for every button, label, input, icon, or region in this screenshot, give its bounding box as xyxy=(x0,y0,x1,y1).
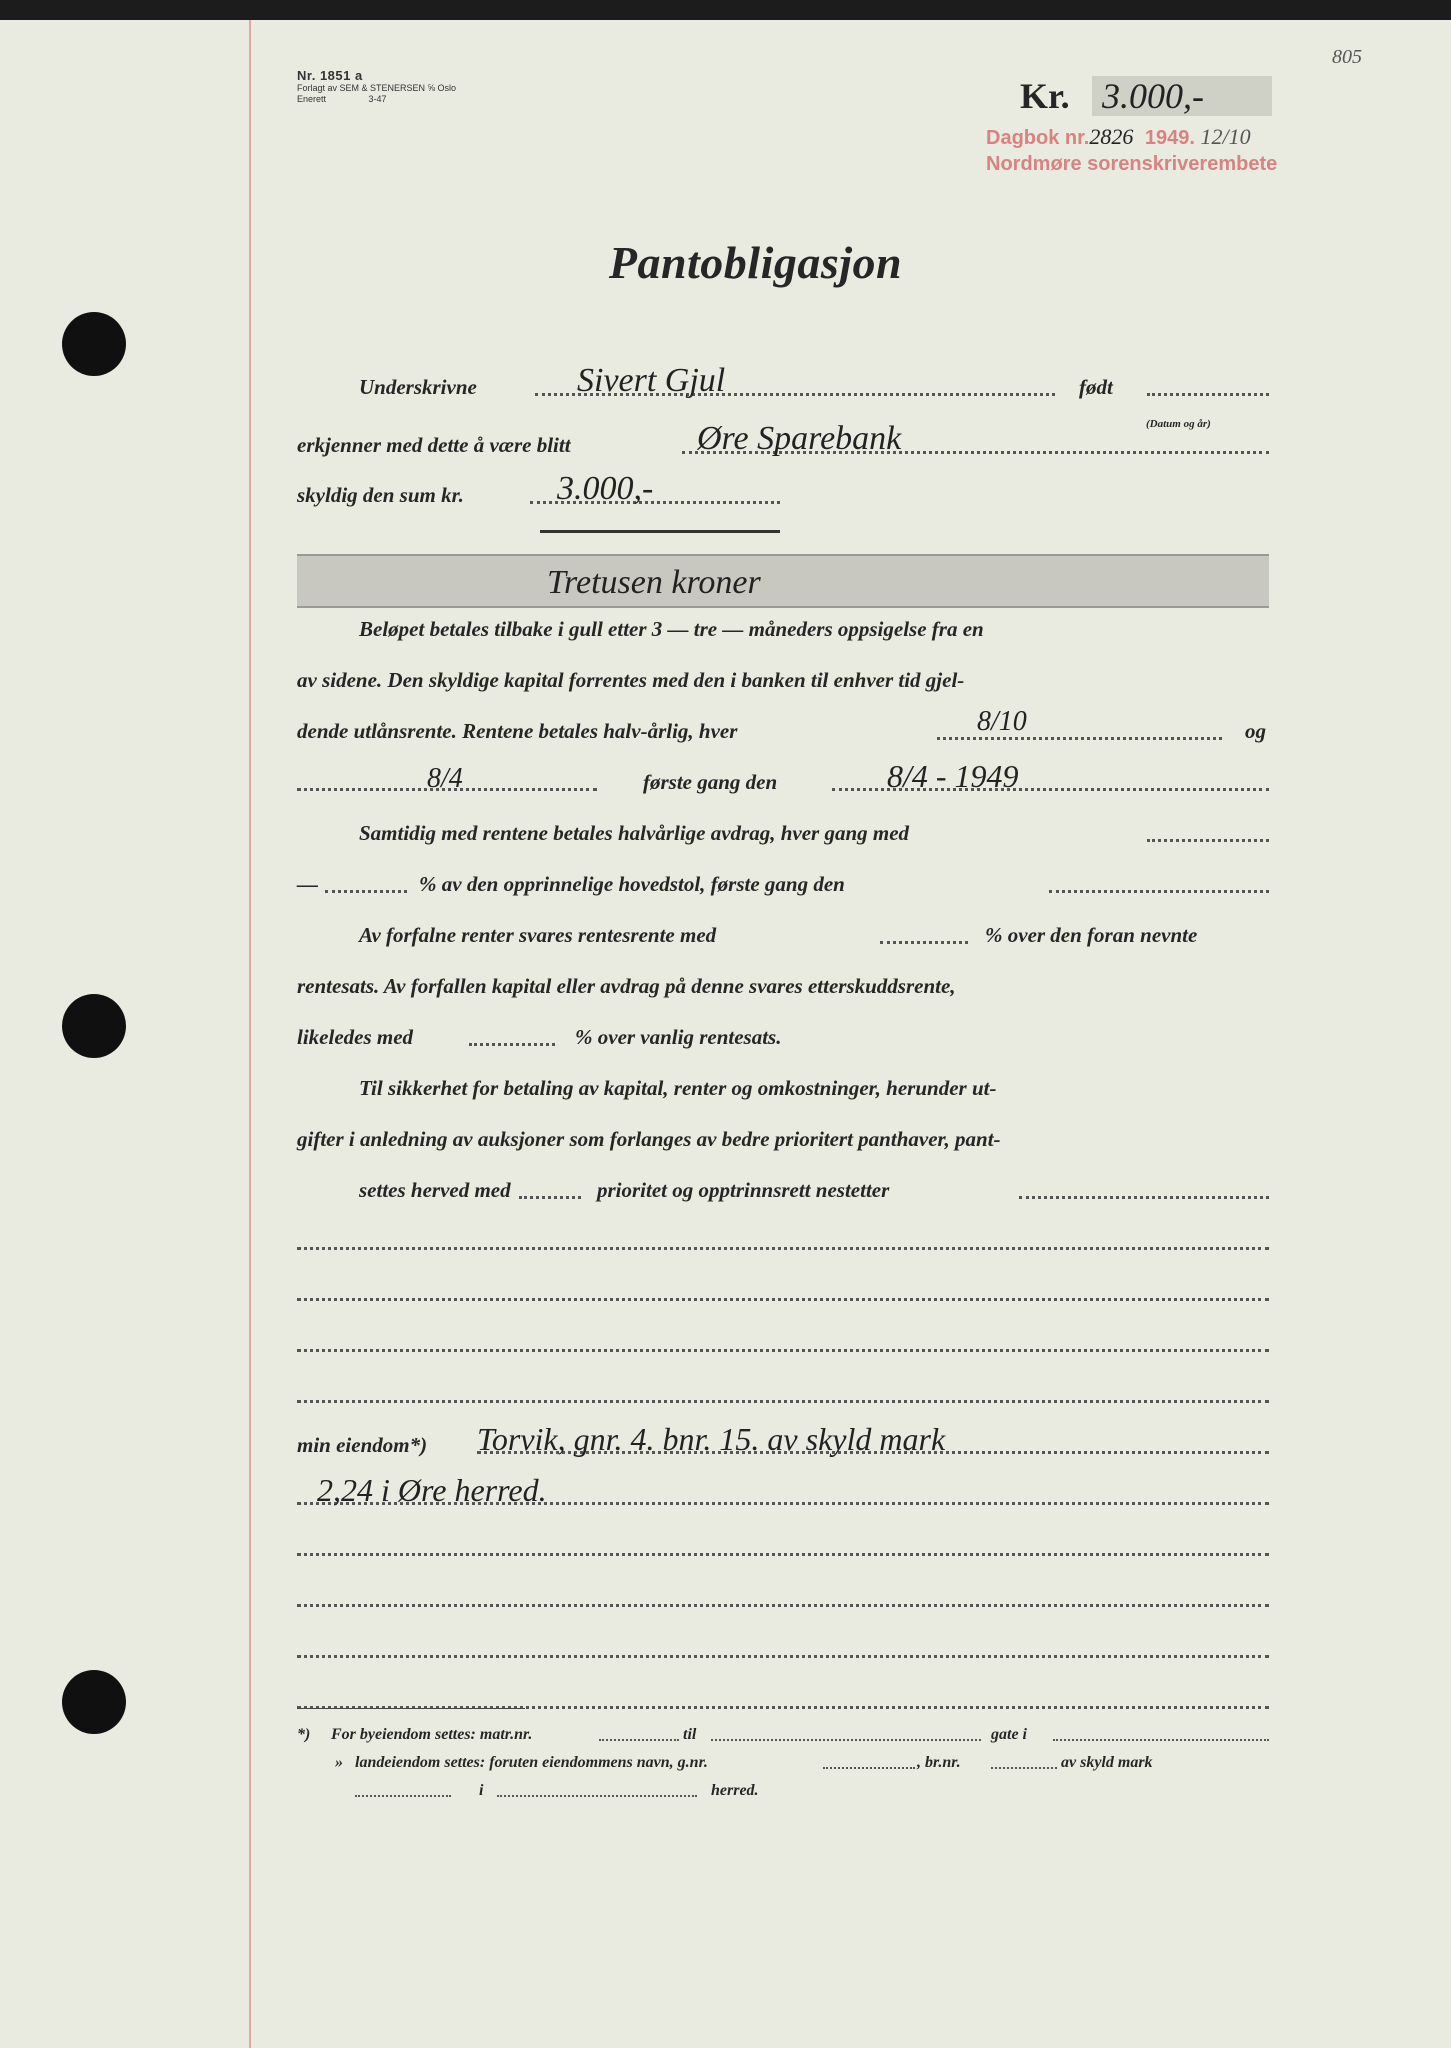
property-label: min eiendom*) xyxy=(297,1433,428,1457)
footnote-text: gate i xyxy=(991,1726,1027,1743)
terms-line-1 xyxy=(297,608,1269,648)
terms-text: og xyxy=(1245,719,1266,743)
fill-dots xyxy=(880,941,968,944)
property-value-line-2: 2,24 i Øre herred. xyxy=(317,1472,547,1508)
punch-hole xyxy=(62,1670,126,1734)
fill-dots xyxy=(297,1247,1269,1250)
publisher-line: Forlagt av SEM & STENERSEN ⅝ Oslo xyxy=(297,83,457,93)
terms-line-12 xyxy=(297,1169,1269,1209)
first-payment-date: 8/4 - 1949 xyxy=(887,758,1019,794)
terms-line-4 xyxy=(297,758,1269,801)
terms-text: Beløpet betales tilbake i gull etter 3 — tre — måneders oppsigelse fra en xyxy=(359,617,984,641)
terms-line-8 xyxy=(297,965,1269,1005)
fill-dots xyxy=(297,1298,1269,1301)
undersigned-label: Underskrivne xyxy=(359,375,477,399)
blank-line xyxy=(297,1220,1269,1260)
publisher-line-2 xyxy=(297,94,456,105)
terms-line-2 xyxy=(297,659,1269,699)
footnote-text: *) xyxy=(297,1726,311,1743)
property-row-2 xyxy=(297,1472,1269,1515)
blank-line xyxy=(297,1679,1269,1719)
born-label: født xyxy=(1079,375,1113,399)
fill-dots xyxy=(297,1400,1269,1403)
born-hint: (Datum og år) xyxy=(1146,418,1211,430)
acknowledge-label: erkjenner med dette å være blitt xyxy=(297,433,571,457)
footnote-text: av skyld mark xyxy=(1061,1754,1153,1771)
fill-dots xyxy=(1053,1739,1269,1741)
fill-dots xyxy=(297,1655,1269,1658)
footnote-line-1 xyxy=(297,1722,1269,1746)
terms-line-6 xyxy=(297,863,1269,903)
sum-underline xyxy=(540,530,780,533)
terms-text: første gang den xyxy=(643,770,778,794)
terms-text: % over den foran nevnte xyxy=(985,923,1198,947)
footnote-text: til xyxy=(683,1726,697,1743)
terms-text: % over vanlig rentesats. xyxy=(575,1025,782,1049)
fill-dots xyxy=(325,890,407,893)
terms-text: Av forfalne renter svares rentesrente med xyxy=(359,923,717,947)
punch-hole xyxy=(62,312,126,376)
terms-line-10 xyxy=(297,1067,1269,1107)
fill-dots xyxy=(823,1767,915,1769)
form-number: Nr. 1851 a xyxy=(297,68,363,83)
footnote-line-2 xyxy=(297,1750,1269,1774)
terms-text: likeledes med xyxy=(297,1025,414,1049)
blank-line xyxy=(297,1577,1269,1617)
fill-dots xyxy=(1147,839,1269,842)
punch-hole xyxy=(62,994,126,1058)
footnote-text: herred. xyxy=(711,1782,759,1799)
interest-date-1: 8/10 xyxy=(977,706,1027,737)
terms-line-5 xyxy=(297,812,1269,852)
creditor-value: Øre Sparebank xyxy=(697,420,902,457)
fill-dots xyxy=(497,1795,697,1797)
terms-text: Samtidig med rentene betales halvårlige avdrag, hver gang med xyxy=(359,821,910,845)
fill-dots xyxy=(711,1739,981,1741)
blank-line xyxy=(297,1271,1269,1311)
property-row xyxy=(297,1421,1269,1464)
sum-in-words-band xyxy=(297,554,1269,608)
terms-text: — xyxy=(297,872,318,896)
fill-dots xyxy=(519,1196,581,1199)
terms-text: rentesats. Av forfallen kapital eller avdrag på denne svares etterskuddsrente, xyxy=(297,974,956,998)
fill-dots xyxy=(991,1767,1057,1769)
fill-dots xyxy=(1019,1196,1269,1199)
amount-value: 3.000,- xyxy=(1092,76,1272,116)
document-title: Pantobligasjon xyxy=(608,237,903,288)
terms-text: prioritet og opptrinnsrett nestetter xyxy=(597,1178,890,1202)
page-number-handwritten: 805 xyxy=(1332,46,1362,68)
blank-line xyxy=(297,1628,1269,1668)
terms-text: % av den opprinnelige hovedstol, første gang den xyxy=(419,872,845,896)
fill-dots xyxy=(297,1604,1269,1607)
acknowledge-row xyxy=(297,420,1269,464)
amount-label: Kr. xyxy=(1020,76,1070,116)
fill-dots xyxy=(469,1043,555,1046)
registry-stamp xyxy=(986,124,1277,177)
footnote-rule xyxy=(297,1708,525,1709)
publisher-imprint xyxy=(297,68,456,105)
terms-text: settes herved med xyxy=(359,1178,511,1202)
sum-in-words: Tretusen kroner xyxy=(547,564,761,601)
terms-line-7 xyxy=(297,914,1269,954)
footnote-text: » xyxy=(335,1754,343,1771)
fill-dots xyxy=(297,1553,1269,1556)
footnote-line-3 xyxy=(297,1778,1269,1802)
fill-dots xyxy=(297,1349,1269,1352)
terms-text: av sidene. Den skyldige kapital forrentes med den i banken til enhver tid gjel- xyxy=(297,668,965,692)
property-value-line-1: Torvik, gnr. 4. bnr. 15. av skyld mark xyxy=(477,1421,946,1457)
fill-dots xyxy=(1147,393,1269,396)
terms-line-9 xyxy=(297,1016,1269,1056)
footnote-text: For byeiendom settes: matr.nr. xyxy=(331,1726,533,1743)
footnote-text: , br.nr. xyxy=(917,1754,961,1771)
terms-text: dende utlånsrente. Rentene betales halv-årlig, hver xyxy=(297,719,738,743)
publisher-copyright: Enerett xyxy=(297,94,327,104)
blank-line xyxy=(297,1526,1269,1566)
fill-dots xyxy=(355,1795,451,1797)
stamp-prefix: Dagbok nr. xyxy=(986,127,1090,149)
red-margin-line xyxy=(249,20,251,2048)
document-page xyxy=(0,20,1451,2048)
amount-box xyxy=(1020,76,1272,116)
interest-date-2: 8/4 xyxy=(427,763,463,794)
terms-line-3 xyxy=(297,706,1269,750)
stamp-year: 1949. xyxy=(1144,127,1195,149)
fill-dots xyxy=(1049,890,1269,893)
sum-row xyxy=(297,470,1269,514)
footnote-text: landeiendom settes: foruten eiendommens navn, g.nr. xyxy=(355,1754,708,1771)
blank-line xyxy=(297,1322,1269,1362)
blank-line xyxy=(297,1373,1269,1413)
undersigned-value: Sivert Gjul xyxy=(577,362,726,399)
fill-dots xyxy=(599,1739,679,1741)
stamp-date: 12/10 xyxy=(1200,124,1251,149)
sum-label: skyldig den sum kr. xyxy=(297,483,464,507)
stamp-office: Nordmøre sorenskriverembete xyxy=(986,153,1278,175)
terms-text: Til sikkerhet for betaling av kapital, renter og omkostninger, herunder ut- xyxy=(359,1076,997,1100)
undersigned-row xyxy=(297,362,1269,406)
terms-text: gifter i anledning av auksjoner som forlanges av bedre prioritert panthaver, pant- xyxy=(297,1127,1001,1151)
publisher-date: 3-47 xyxy=(368,94,387,104)
footnote-text: i xyxy=(479,1782,484,1799)
sum-value: 3.000,- xyxy=(557,470,654,507)
stamp-line-1 xyxy=(986,124,1277,151)
terms-line-11 xyxy=(297,1118,1269,1158)
stamp-number: 2826 xyxy=(1089,124,1134,149)
